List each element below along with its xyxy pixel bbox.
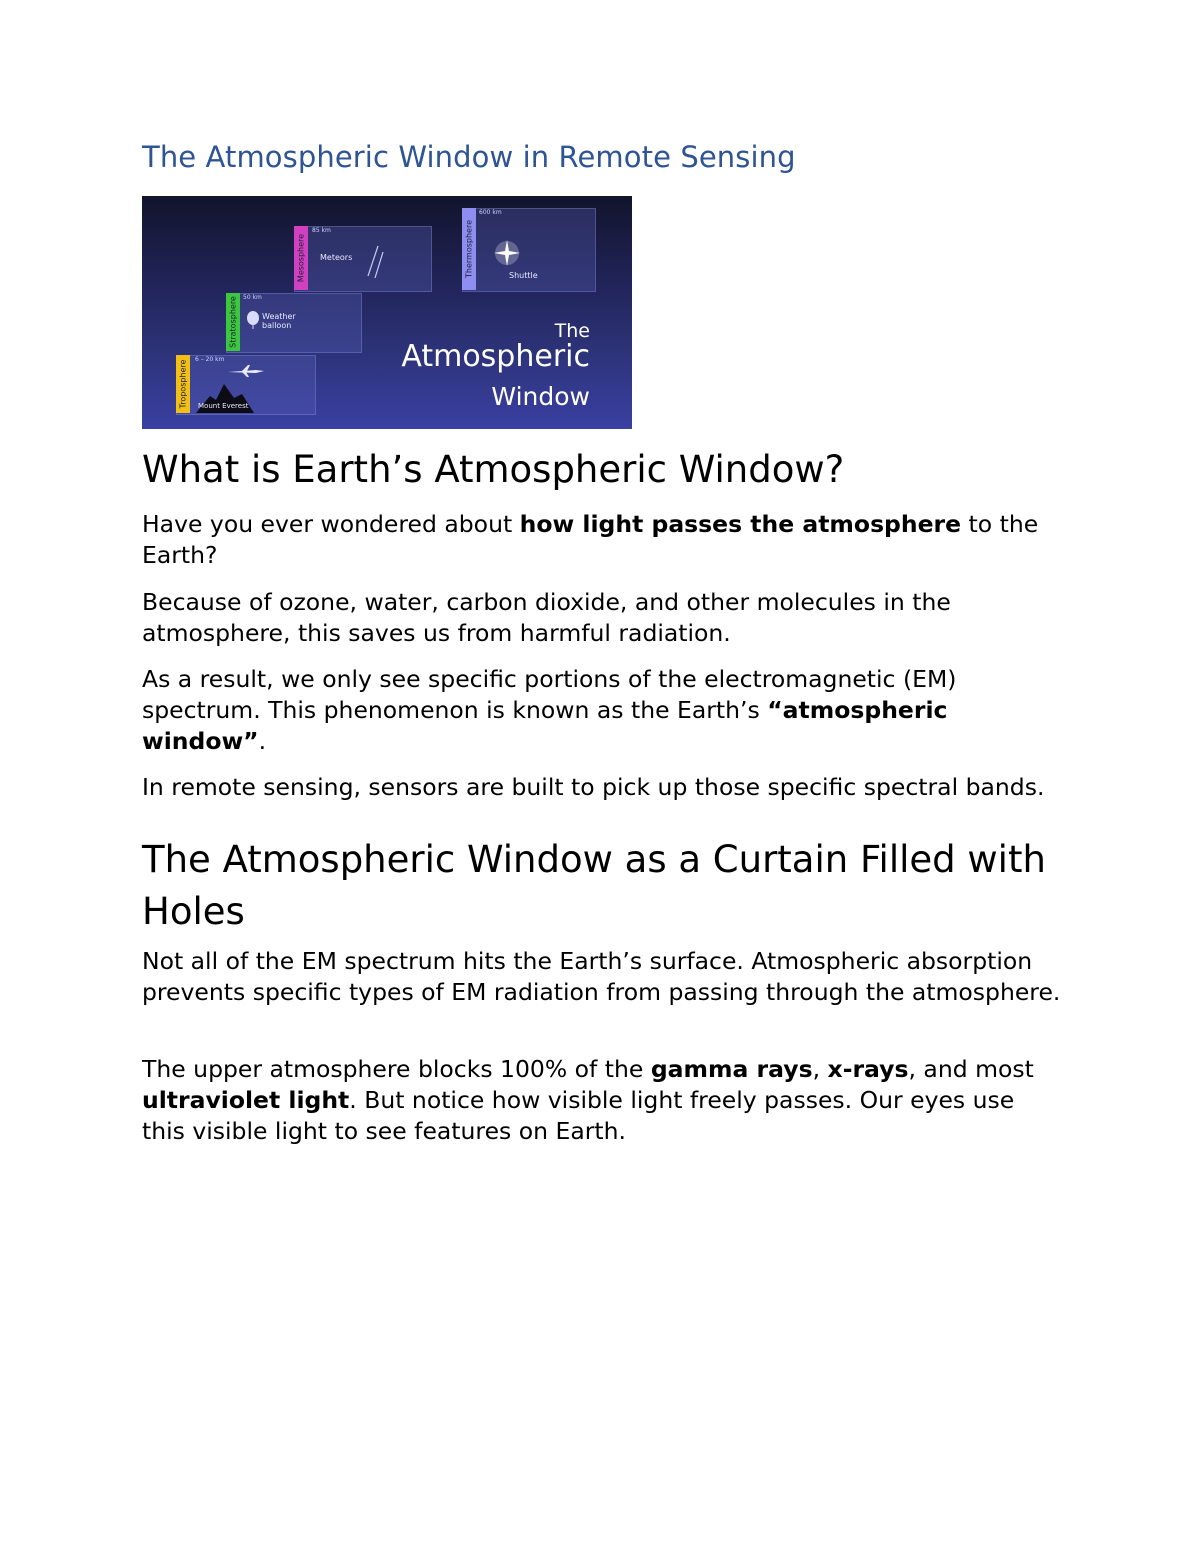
- shuttle-label: Shuttle: [509, 271, 538, 280]
- section2-p2-text-c2: , and most: [908, 1055, 1034, 1083]
- mesosphere-label: Mesosphere: [296, 233, 306, 283]
- thermosphere-altitude: 600 km: [479, 209, 502, 216]
- weather-balloon-icon: [246, 311, 260, 329]
- section2-paragraph-2: [142, 1054, 1062, 1147]
- atmospheric-window-figure: [142, 196, 632, 429]
- mount-everest-label: Mount Everest: [198, 402, 249, 410]
- weather-balloon-label: Weather balloon: [262, 312, 296, 330]
- airplane-icon: [226, 364, 266, 378]
- section1-p1-bold: how light passes the atmosphere: [519, 510, 962, 538]
- section1-paragraph-3: [142, 664, 1062, 757]
- document-title: The Atmospheric Window in Remote Sensing: [142, 140, 796, 174]
- section2-heading: The Atmospheric Window as a Curtain Filled with Holes: [142, 838, 1046, 933]
- shuttle-icon: [492, 238, 522, 268]
- stratosphere-altitude: 50 km: [243, 294, 262, 301]
- mesosphere-bar: [294, 226, 308, 290]
- section2-p2-bold-xrays: x-rays: [827, 1055, 909, 1083]
- stratosphere-label: Stratosphere: [228, 296, 238, 348]
- section2-paragraph-1: Not all of the EM spectrum hits the Earth’s surface. Atmospheric absorption prevents specific types of EM radiation from passing through the atmosphere.: [142, 947, 1061, 1006]
- troposphere-altitude: 6 – 20 km: [195, 356, 225, 363]
- section2-p2-text-c3: . But notice how visible light freely passes. Our eyes use this visible light to see features on Earth.: [142, 1086, 1015, 1145]
- section1-p1-text-c: to the Earth?: [142, 510, 1039, 569]
- figure-caption-window: Window: [491, 382, 590, 411]
- figure-caption-the: The: [554, 320, 590, 342]
- troposphere-label: Troposphere: [178, 359, 188, 409]
- section2-p2-bold-uv: ultraviolet light: [142, 1086, 350, 1114]
- section1-p3-text-a: As a result, we only see specific portions of the electromagnetic (EM) spectrum. This phenomenon is known as the Earth’s: [142, 665, 957, 724]
- section1-paragraph-4: In remote sensing, sensors are built to pick up those specific spectral bands.: [142, 773, 1045, 801]
- mesosphere-altitude: 85 km: [312, 227, 331, 234]
- section1-heading: What is Earth’s Atmospheric Window?: [142, 448, 845, 491]
- troposphere-bar: [176, 355, 190, 413]
- section2-p2-text-c1: ,: [812, 1055, 828, 1083]
- section1-p1-text-a: Have you ever wondered about: [142, 510, 520, 538]
- section2-p2-text-a: The upper atmosphere blocks 100% of the: [142, 1055, 651, 1083]
- section2-p2-bold-gamma: gamma rays: [650, 1055, 813, 1083]
- section1-paragraph-2: Because of ozone, water, carbon dioxide, and other molecules in the atmosphere, this saves us from harmful radiation.: [142, 588, 951, 647]
- stratosphere-bar: [226, 293, 240, 351]
- meteors-icon: [364, 244, 384, 280]
- mesosphere-panel: [294, 226, 432, 292]
- section1-p3-text-c: .: [258, 727, 267, 755]
- thermosphere-label: Thermosphere: [464, 220, 474, 278]
- thermosphere-bar: [462, 208, 476, 290]
- section1-paragraph-1: [142, 509, 1062, 571]
- figure-caption-atmospheric: Atmospheric: [401, 339, 590, 374]
- meteors-label: Meteors: [320, 253, 353, 262]
- section1-p3-bold: “atmospheric window”: [142, 696, 948, 755]
